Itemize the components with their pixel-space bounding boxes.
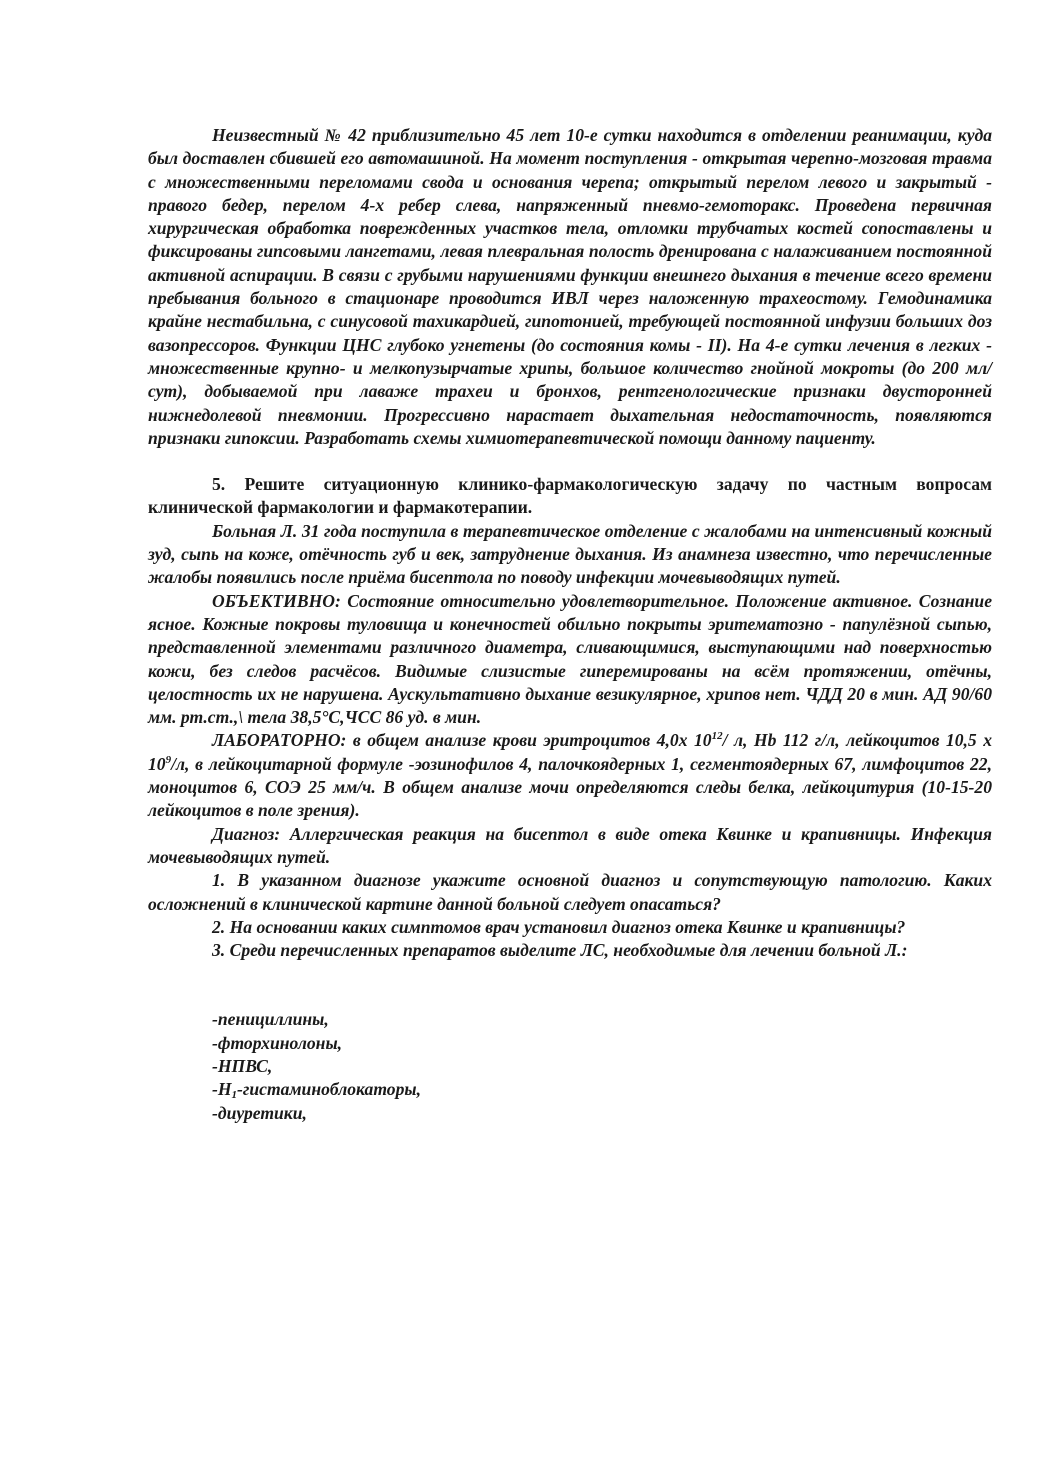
- spacer: [148, 450, 992, 473]
- lab-text-2: / л, Hb 112 г/л, лейкоцитов 10,5 х 10: [148, 730, 992, 774]
- lab-exponent-1: 12: [711, 730, 723, 743]
- lab-text-1: ЛАБОРАТОРНО: в общем анализе крови эритроцитов 4,0х 10: [212, 730, 712, 751]
- drug-item: [212, 1078, 992, 1101]
- diagnosis-paragraph: Диагноз: Аллергическая реакция на бисептол в виде отека Квинке и крапивницы. Инфекция мочевыводящих путей.: [148, 823, 992, 867]
- question-3: 3. Среди перечисленных препаратов выделите ЛС, необходимые для лечении больной Л.:: [212, 940, 908, 961]
- objective-paragraph: ОБЪЕКТИВНО: Состояние относительно удовлетворительное. Положение активное. Сознание ясное. Кожные покровы туловища и конечностей обильно покрыты эритематозно - папулёзной сыпью, представленной элементами различного диаметра, сливающимися, выступающими над поверхностью кожи, без следов расчёсов. Видимые слизистые гиперемированы на всём протяжении, отёчны, целостность их не нарушена. Аускультативно дыхание везикулярное, хрипов нет. ЧДД 20 в мин. АД 90/60 мм. рт.ст.,\ тела 38,5°С,ЧСС 86 уд. в мин.: [148, 590, 992, 728]
- drug-item: -пенициллины,: [212, 1009, 329, 1030]
- drug-item: -фторхинолоны,: [212, 1032, 343, 1053]
- drug-item-prefix: -Н: [212, 1079, 232, 1100]
- task-heading: 5. Решите ситуационную клинико-фармакологическую задачу по частным вопросам клинической фармакологии и фармакотерапии.: [148, 474, 992, 518]
- question-1: 1. В указанном диагнозе укажите основной диагноз и сопутствующую патологию. Каких осложнений в клинической картине данной больной следует опасаться?: [148, 870, 992, 914]
- patient-intro-paragraph: Больная Л. 31 года поступила в терапевтическое отделение с жалобами на интенсивный кожный зуд, сыпь на коже, отёчность губ и век, затруднение дыхания. Из анамнеза известно, что перечисленные жалобы появились после приёма бисептола по поводу инфекции мочевыводящих путей.: [148, 520, 992, 588]
- case-paragraph: Неизвестный № 42 приблизительно 45 лет 10-е сутки находится в отделении реанимации, куда был доставлен сбившей его автомашиной. На момент поступления - открытая черепно-мозговая травма с множественными переломами свода и основания черепа; открытый перелом левого и закрытый - правого бедер, перелом 4-х ребер слева, напряженный пневмо-гемоторакс. Проведена первичная хирургическая обработка поврежденных участков тела, отломки трубчатых костей сопоставлены и фиксированы гипсовыми лангетами, левая плевральная полость дренирована с налаживанием постоянной активной аспирации. В связи с грубыми нарушениями функции внешнего дыхания в течение всего времени пребывания больного в стационаре проводится ИВЛ через наложенную трахеостому. Гемодинамика крайне нестабильна, с синусовой тахикардией, гипотонией, требующей постоянной инфузии больших доз вазопрессоров. Функции ЦНС глубоко угнетены (до состояния комы - II). На 4-е сутки лечения в легких - множественные крупно- и мелкопузырчатые хрипы, большое количество гнойной мокроты (до 200 мл/сут), добываемой при лаваже трахеи и бронхов, рентгенологические признаки двусторонней нижнедолевой пневмонии. Прогрессивно нарастает дыхательная недостаточность, появляются признаки гипоксии. Разработать схемы химиотерапевтической помощи данному пациенту.: [148, 125, 992, 448]
- drug-item-subscript: 1: [231, 1089, 238, 1102]
- lab-text-3: /л, в лейкоцитарной формуле -эозинофилов 4, палочкоядерных 1, сегментоядерных 67, лимфоцитов 22, моноцитов 6, СОЭ 25 мм/ч. В общем анализе мочи определяются следы белка, лейкоцитурия (10-15-20 лейкоцитов в поле зрения).: [148, 753, 992, 821]
- drug-list: [212, 1008, 992, 1124]
- drug-item: -диуретики,: [212, 1102, 307, 1123]
- drug-item-suffix: -гистаминоблокаторы,: [237, 1079, 421, 1100]
- document-page: [148, 124, 992, 1125]
- spacer: [148, 962, 992, 1008]
- drug-item: -НПВС,: [212, 1055, 273, 1076]
- question-2: 2. На основании каких симптомов врач установил диагноз отека Квинке и крапивницы?: [212, 916, 906, 937]
- lab-paragraph: [148, 729, 992, 822]
- lab-exponent-2: 9: [165, 753, 172, 766]
